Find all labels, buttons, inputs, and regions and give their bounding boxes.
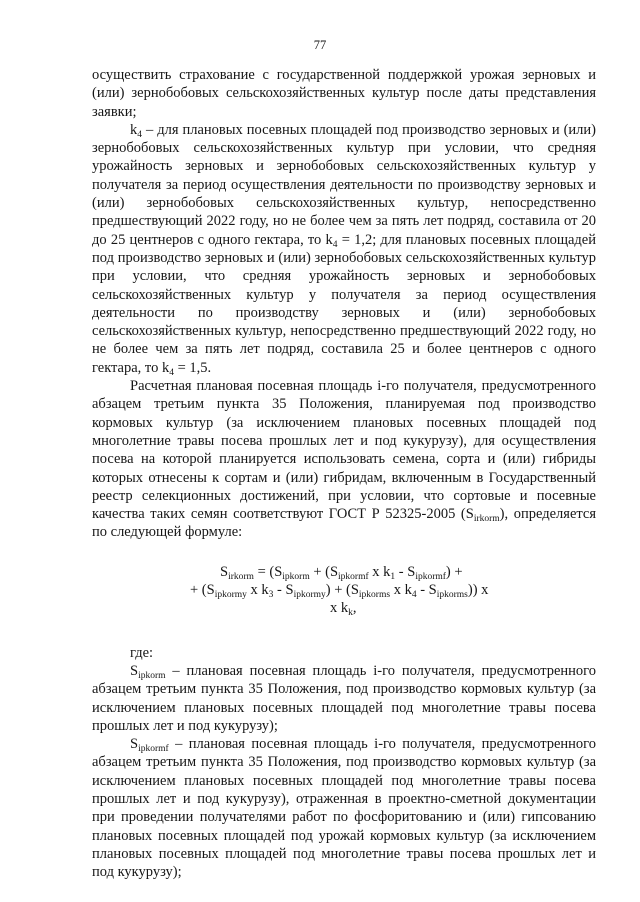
subscript: 4 bbox=[411, 590, 417, 601]
subscript: ipkormf bbox=[138, 744, 169, 755]
subscript: irkorm bbox=[473, 514, 500, 525]
formula bbox=[92, 563, 596, 618]
paragraph-k4-coefficient: $k_4$ – для плановых посевных площадей под производство зерновых и (или) зернобобовых сельскохозяйственных культур при условии, что средняя урожайность зерновых и зернобобовых сельскохозяйственных культур у получателя за период осуществления деятельности по производству зерновых и (или) зернобобовых сельскохозяйственных культур, непосредственно предшествующий 2022 году, но не более чем за пять лет подряд, составила от 20 до 25 центнеров с одного гектара, то $k_4 = 1,2$; для плановых посевных площадей под производство зерновых и (или) зернобобовых сельскохозяйственных культур при условии, что средняя урожайность зерновых и зернобобовых сельскохозяйственных культур у получателя за период осуществления деятельности по производству зерновых и (или) зернобобовых сельскохозяйственных культур, непосредственно предшествующий 2022 году, но не более чем за пять лет подряд, составила 25 и более центнеров с одного гектара, то $k_4 = 1,5$. bbox=[92, 121, 597, 378]
formula-line-1: $S_{irkorm} = (S_{ipkorm} + (S_{ipkormf}$ x $k_1 - S_{ipkormf}$) + bbox=[220, 563, 463, 582]
document-body bbox=[92, 66, 596, 881]
subscript: 1 bbox=[390, 571, 396, 582]
page-number: 77 bbox=[313, 38, 327, 52]
subscript: ipkorm bbox=[282, 571, 310, 582]
subscript: 4 bbox=[169, 367, 174, 378]
subscript: 4 bbox=[137, 129, 142, 140]
where-label: где: bbox=[130, 644, 154, 661]
subscript: ipkormy bbox=[293, 590, 326, 601]
formula-line-2: + ($S_{ipkormy}$ x $k_3 - S_{ipkormy}) + (S_{ipkorms}$ x $k_4 - S_{ipkorms}$)) x bbox=[190, 582, 489, 601]
subscript: irkorm bbox=[228, 571, 254, 582]
subscript: ipkorm bbox=[138, 670, 166, 681]
subscript: 4 bbox=[332, 239, 338, 250]
formula-line-3: x $k_k$, bbox=[330, 600, 357, 619]
subscript: ipkorms bbox=[358, 590, 391, 601]
definition-s-ipkormf: $S_{ipkormf}$ – плановая посевная площадь i-го получателя, предусмотренного абзацем третьим пункта 35 Положения, под производство кормовых культур (за исключением плановых посевных площадей под многолетние травы посева прошлых лет и под кукурузу), отраженная в проектно-сметной документации при проведении получателями работ по фосфоритованию и (или) гипсованию плановых посевных площадей под урожай кормовых культур (за исключением плановых посевных площадей под многолетние травы посева прошлых лет и под кукурузу); bbox=[92, 736, 596, 881]
subscript: 3 bbox=[268, 590, 274, 601]
paragraph-insurance: осуществить страхование с государственной поддержкой урожая зерновых и (или) зернобобовых сельскохозяйственных культур после даты представления заявки; bbox=[92, 67, 596, 120]
subscript: k bbox=[348, 608, 353, 619]
subscript: ipkormf bbox=[415, 571, 446, 582]
paragraph-calculated-area: Расчетная плановая посевная площадь i-го получателя, предусмотренного абзацем третьим пункта 35 Положения, планируемая под производство кормовых культур (за исключением плановых посевных площадей под многолетние травы посева прошлых лет и под кукурузу), для осуществления посева на которой планируется использовать семена, сорта и (или) гибриды которых отнесены к сортам и (или) гибридам, включенным в Государственный реестр селекционных достижений, при условии, что сортовые и посевные качества таких семян соответствуют ГОСТ Р 52325-2005 $(S_{irkorm})$, определяется по следующей формуле: bbox=[92, 378, 596, 541]
subscript: ipkorms bbox=[436, 590, 468, 601]
subscript: ipkormf bbox=[338, 571, 369, 582]
subscript: ipkormy bbox=[214, 590, 247, 601]
definition-s-ipkorm: $S_{ipkorm}$ – плановая посевная площадь i-го получателя, предусмотренного абзацем третьим пункта 35 Положения, под производство кормовых культур (за исключением плановых посевных площадей под многолетние травы посева прошлых лет и под кукурузу); bbox=[92, 662, 596, 734]
